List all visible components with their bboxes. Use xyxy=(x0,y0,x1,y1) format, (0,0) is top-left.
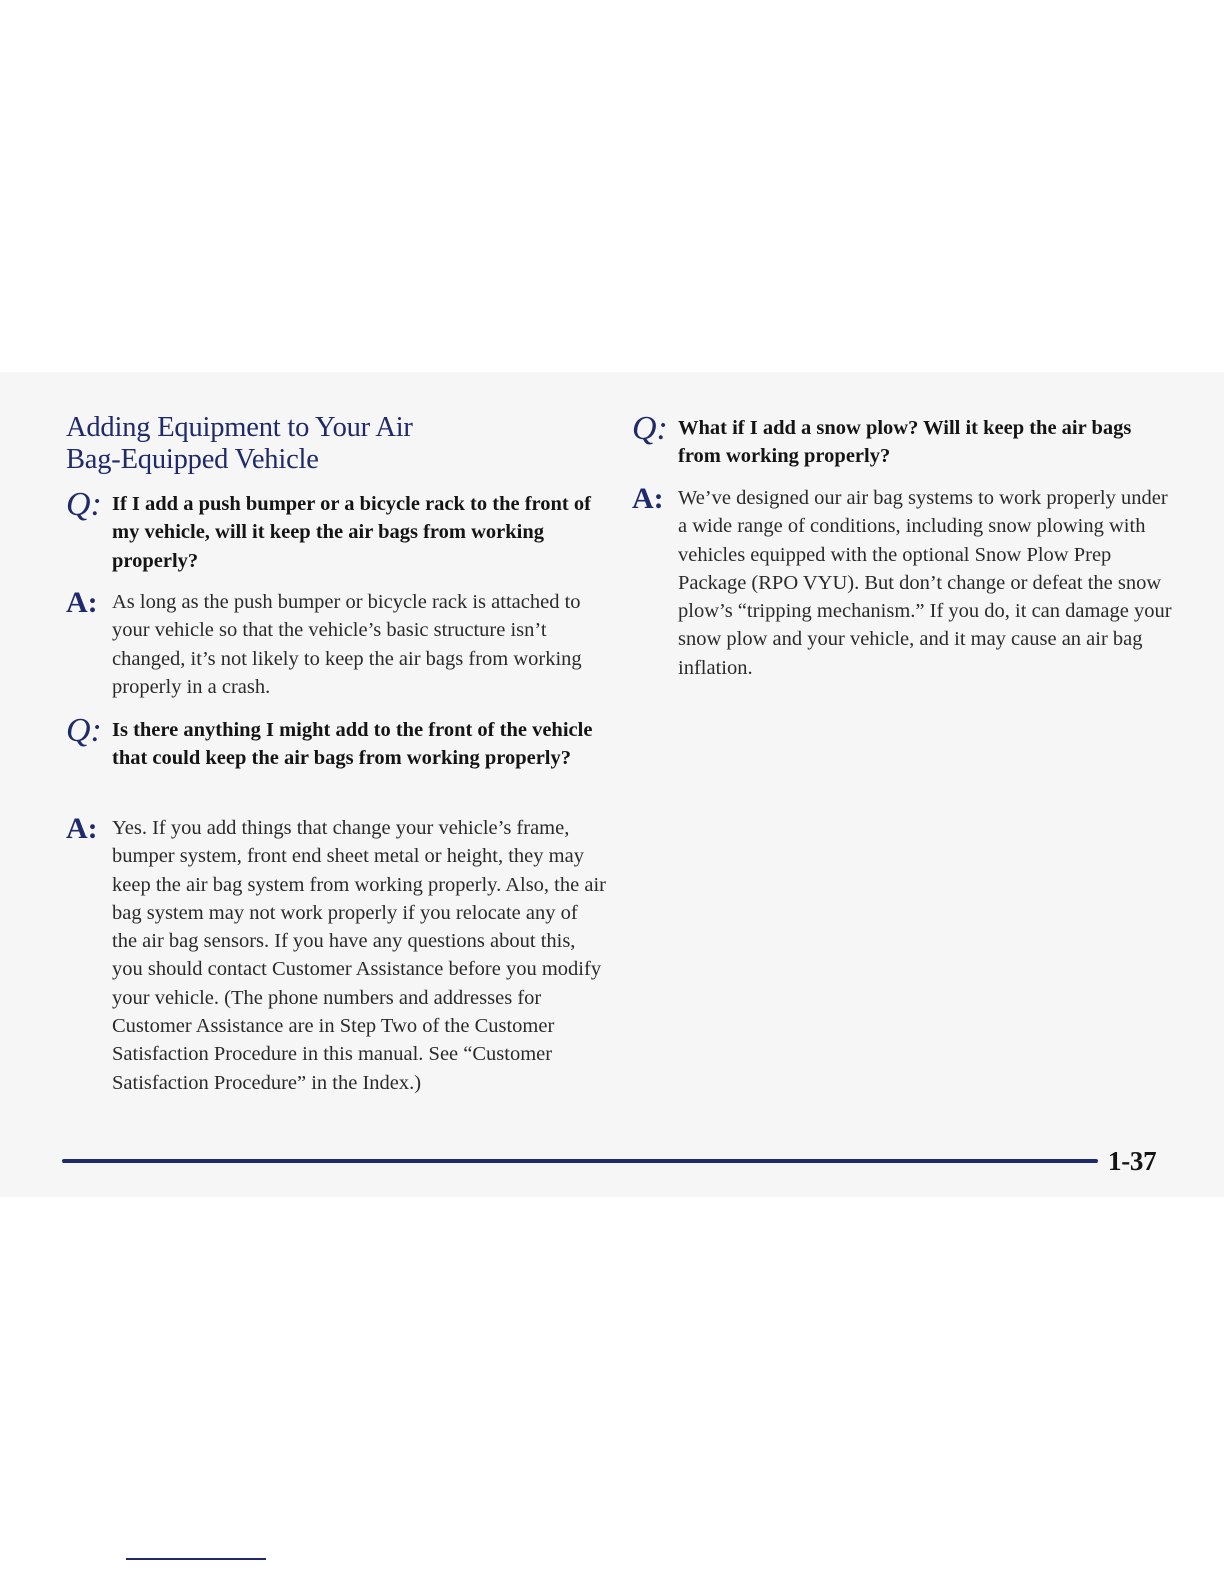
question-1 xyxy=(66,486,606,575)
footer-rule xyxy=(62,1159,1098,1163)
section-title-line-1: Adding Equipment to Your Air xyxy=(66,412,413,443)
answer-1 xyxy=(66,588,606,701)
question-marker: Q: xyxy=(66,486,102,523)
question-text: If I add a push bumper or a bicycle rack to the front of my vehicle, will it keep the air bags from working properly? xyxy=(112,493,591,572)
answer-text: We’ve designed our air bag systems to work properly under a wide range of conditions, including snow plowing with vehicles equipped with the optional Snow Plow Prep Package (RPO VYU). But don’t change or defeat the snow plow’s “tripping mechanism.” If you do, it can damage your snow plow and your vehicle, and it may cause an air bag inflation. xyxy=(678,487,1172,679)
question-marker: Q: xyxy=(632,410,668,447)
section-title-line-2: Bag-Equipped Vehicle xyxy=(66,444,319,475)
answer-text: As long as the push bumper or bicycle rack is attached to your vehicle so that the vehicle’s basic structure isn’t changed, it’s not likely to keep the air bags from working properly in a crash. xyxy=(112,591,582,698)
answer-text: Yes. If you add things that change your vehicle’s frame, bumper system, front end sheet metal or height, they may keep the air bag system from working properly. Also, the air bag system may not work properly if you relocate any of the air bag sensors. If you have any questions about this, you should contact Customer Assistance before you modify your vehicle. (The phone numbers and addresses for Customer Assistance are in Step Two of the Customer Satisfaction Procedure in this manual. See “Customer Satisfaction Procedure” in the Index.) xyxy=(112,817,606,1094)
question-3 xyxy=(632,410,1172,471)
answer-2 xyxy=(66,814,606,1097)
answer-marker: A: xyxy=(66,812,98,845)
question-marker: Q: xyxy=(66,712,102,749)
question-text: What if I add a snow plow? Will it keep the air bags from working properly? xyxy=(678,417,1132,468)
bottom-divider xyxy=(126,1558,266,1560)
answer-marker: A: xyxy=(66,586,98,619)
section-title xyxy=(66,412,413,476)
page-number: 1-37 xyxy=(1108,1146,1157,1176)
answer-marker: A: xyxy=(632,482,664,515)
question-text: Is there anything I might add to the front of the vehicle that could keep the air bags from working properly? xyxy=(112,719,593,770)
manual-page xyxy=(0,372,1224,1197)
question-2 xyxy=(66,712,606,773)
answer-3 xyxy=(632,484,1172,682)
